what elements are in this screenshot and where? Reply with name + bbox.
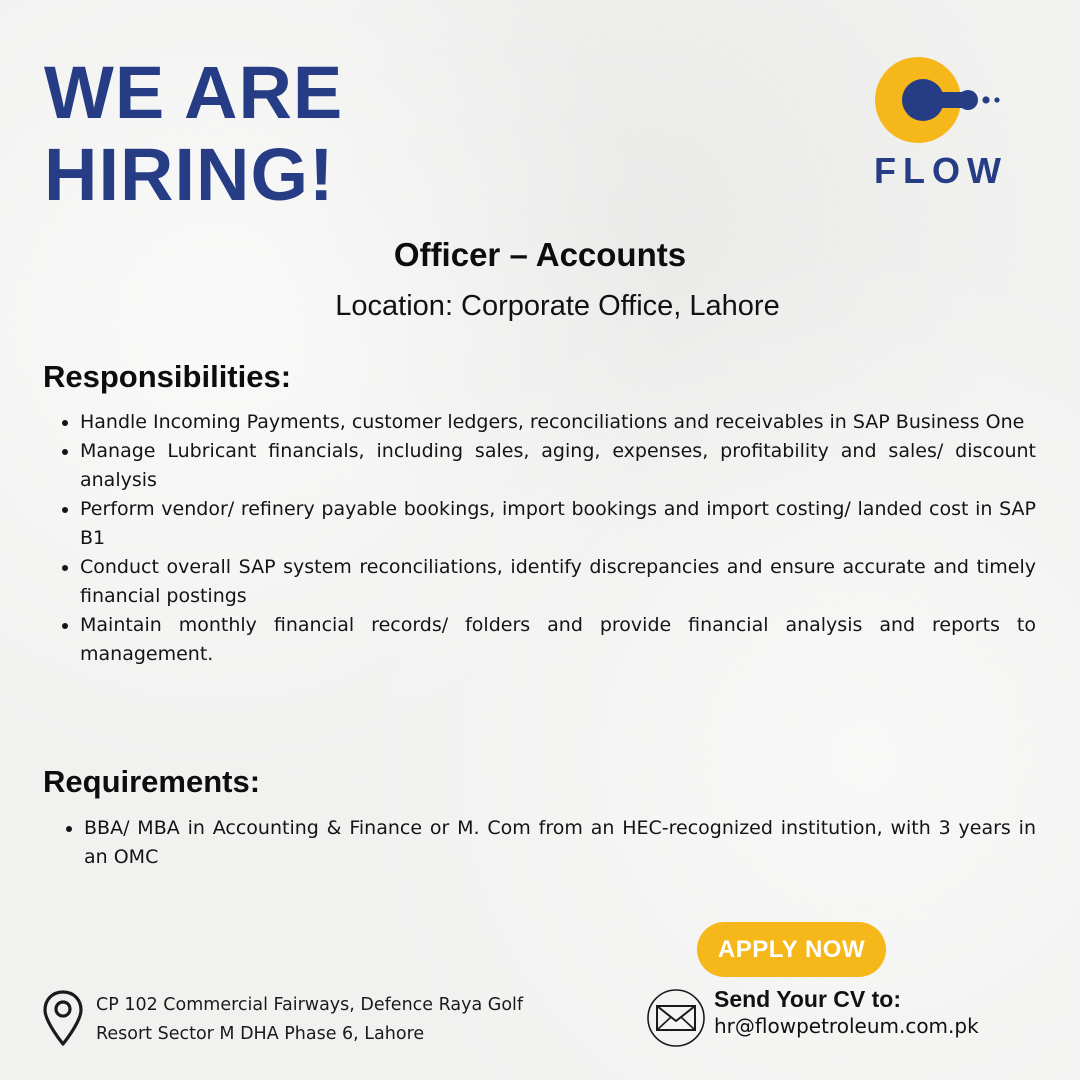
hiring-headline <box>44 52 464 216</box>
headline-line-2: HIRING! <box>44 133 335 216</box>
office-address <box>96 991 546 1049</box>
list-item: • Maintain monthly financial records/ folders and provide financial analysis and reports to management. <box>80 611 1036 669</box>
list-item: • BBA/ MBA in Accounting & Finance or M. Com from an HEC-recognized institution, with 3 years in an OMC <box>84 814 1036 872</box>
job-location: Location: Corporate Office, Lahore <box>335 290 780 322</box>
list-item: • Manage Lubricant financials, including sales, aging, expenses, profitability and sales/ discount analysis <box>80 437 1036 495</box>
send-cv-label: Send Your CV to: <box>714 986 901 1012</box>
list-item: • Handle Incoming Payments, customer ledgers, reconciliations and receivables in SAP Business One <box>80 408 1036 437</box>
requirements-list <box>52 814 1036 872</box>
requirements-heading: Requirements: <box>43 764 261 799</box>
responsibilities-list <box>48 408 1036 669</box>
envelope-icon <box>646 988 706 1048</box>
list-item: • Conduct overall SAP system reconciliations, identify discrepancies and ensure accurate and timely financial postings <box>80 553 1036 611</box>
apply-now-button[interactable]: APPLY NOW <box>697 922 886 977</box>
list-item: • Perform vendor/ refinery payable bookings, import bookings and import costing/ landed cost in SAP B1 <box>80 495 1036 553</box>
job-title: Officer – Accounts <box>393 236 687 273</box>
responsibilities-heading: Responsibilities: <box>43 359 292 394</box>
cv-email-link[interactable]: hr@flowpetroleum.com.pk <box>714 1014 979 1038</box>
location-pin-icon <box>42 989 84 1047</box>
brand-wordmark: FLOW <box>874 150 1008 191</box>
headline-line-1: WE ARE <box>44 51 344 134</box>
address-line-2: Resort Sector M DHA Phase 6, Lahore <box>96 1024 425 1044</box>
address-line-1: CP 102 Commercial Fairways, Defence Raya Golf <box>96 995 524 1015</box>
